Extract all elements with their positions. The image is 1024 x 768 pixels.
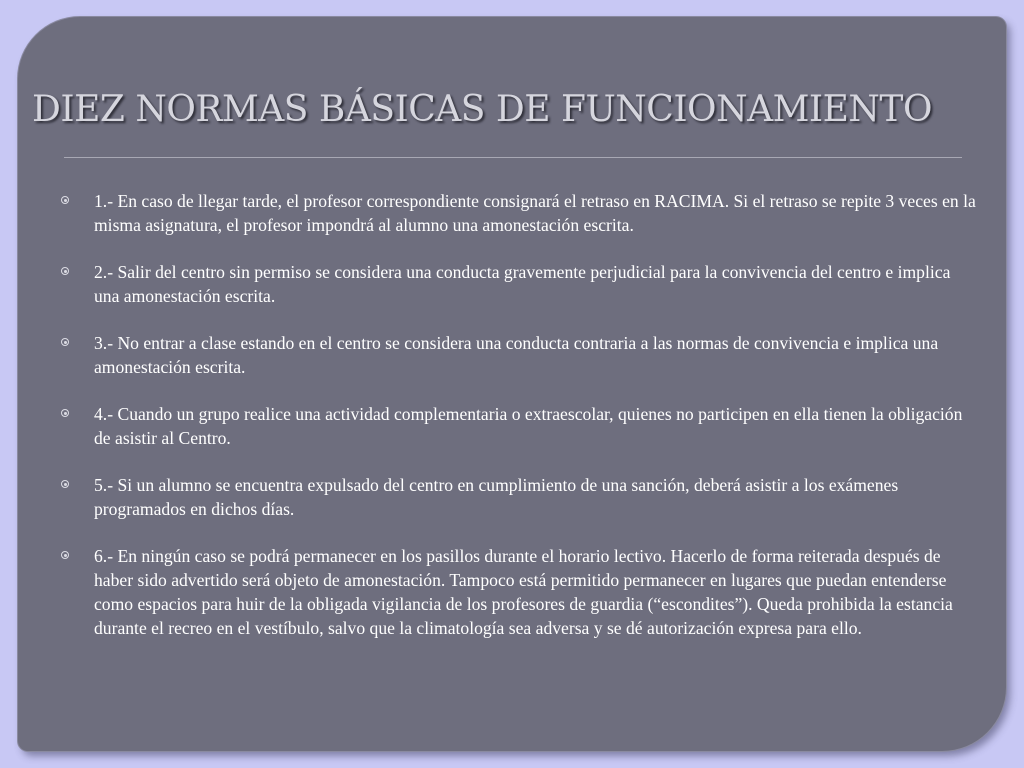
list-item	[58, 402, 978, 450]
rule-text: 5.- Si un alumno se encuentra expulsado del centro en cumplimiento de una sanción, deberá asistir a los exámenes programados en dichos días.	[94, 475, 899, 519]
circled-dot-icon	[61, 338, 69, 346]
list-item	[58, 473, 978, 521]
rule-text: 6.- En ningún caso se podrá permanecer en los pasillos durante el horario lectivo. Hacerlo de forma reiterada después de haber sido advertido será objeto de amonestación. Tampoco está permitido permanecer en lugares que puedan entenderse como espacios para huir de la obligada vigilancia de los profesores de guardia (“escondites”). Queda prohibida la estancia durante el recreo en el vestíbulo, salvo que la climatología sea adversa y se dé autorización expresa para ello.	[94, 546, 953, 638]
circled-dot-icon	[61, 196, 69, 204]
circled-dot-icon	[61, 551, 69, 559]
list-item	[58, 544, 978, 640]
rule-text: 3.- No entrar a clase estando en el centro se considera una conducta contraria a las normas de convivencia e implica una amonestación escrita.	[94, 333, 939, 377]
rule-text: 4.- Cuando un grupo realice una actividad complementaria o extraescolar, quienes no participen en ella tienen la obligación de asistir al Centro.	[94, 404, 963, 448]
list-item	[58, 260, 978, 308]
circled-dot-icon	[61, 267, 69, 275]
title-underline	[64, 157, 962, 158]
slide-title: DIEZ NORMAS BÁSICAS DE FUNCIONAMIENTO	[32, 89, 932, 130]
list-item	[58, 331, 978, 379]
slide-panel	[18, 17, 1006, 751]
rules-list	[58, 189, 978, 663]
rule-text: 1.- En caso de llegar tarde, el profesor correspondiente consignará el retraso en RACIMA. Si el retraso se repite 3 veces en la misma asignatura, el profesor impondrá al alumno una amonestación escrita.	[94, 191, 976, 235]
list-item	[58, 189, 978, 237]
circled-dot-icon	[61, 480, 69, 488]
circled-dot-icon	[61, 409, 69, 417]
rule-text: 2.- Salir del centro sin permiso se considera una conducta gravemente perjudicial para la convivencia del centro e implica una amonestación escrita.	[94, 262, 951, 306]
